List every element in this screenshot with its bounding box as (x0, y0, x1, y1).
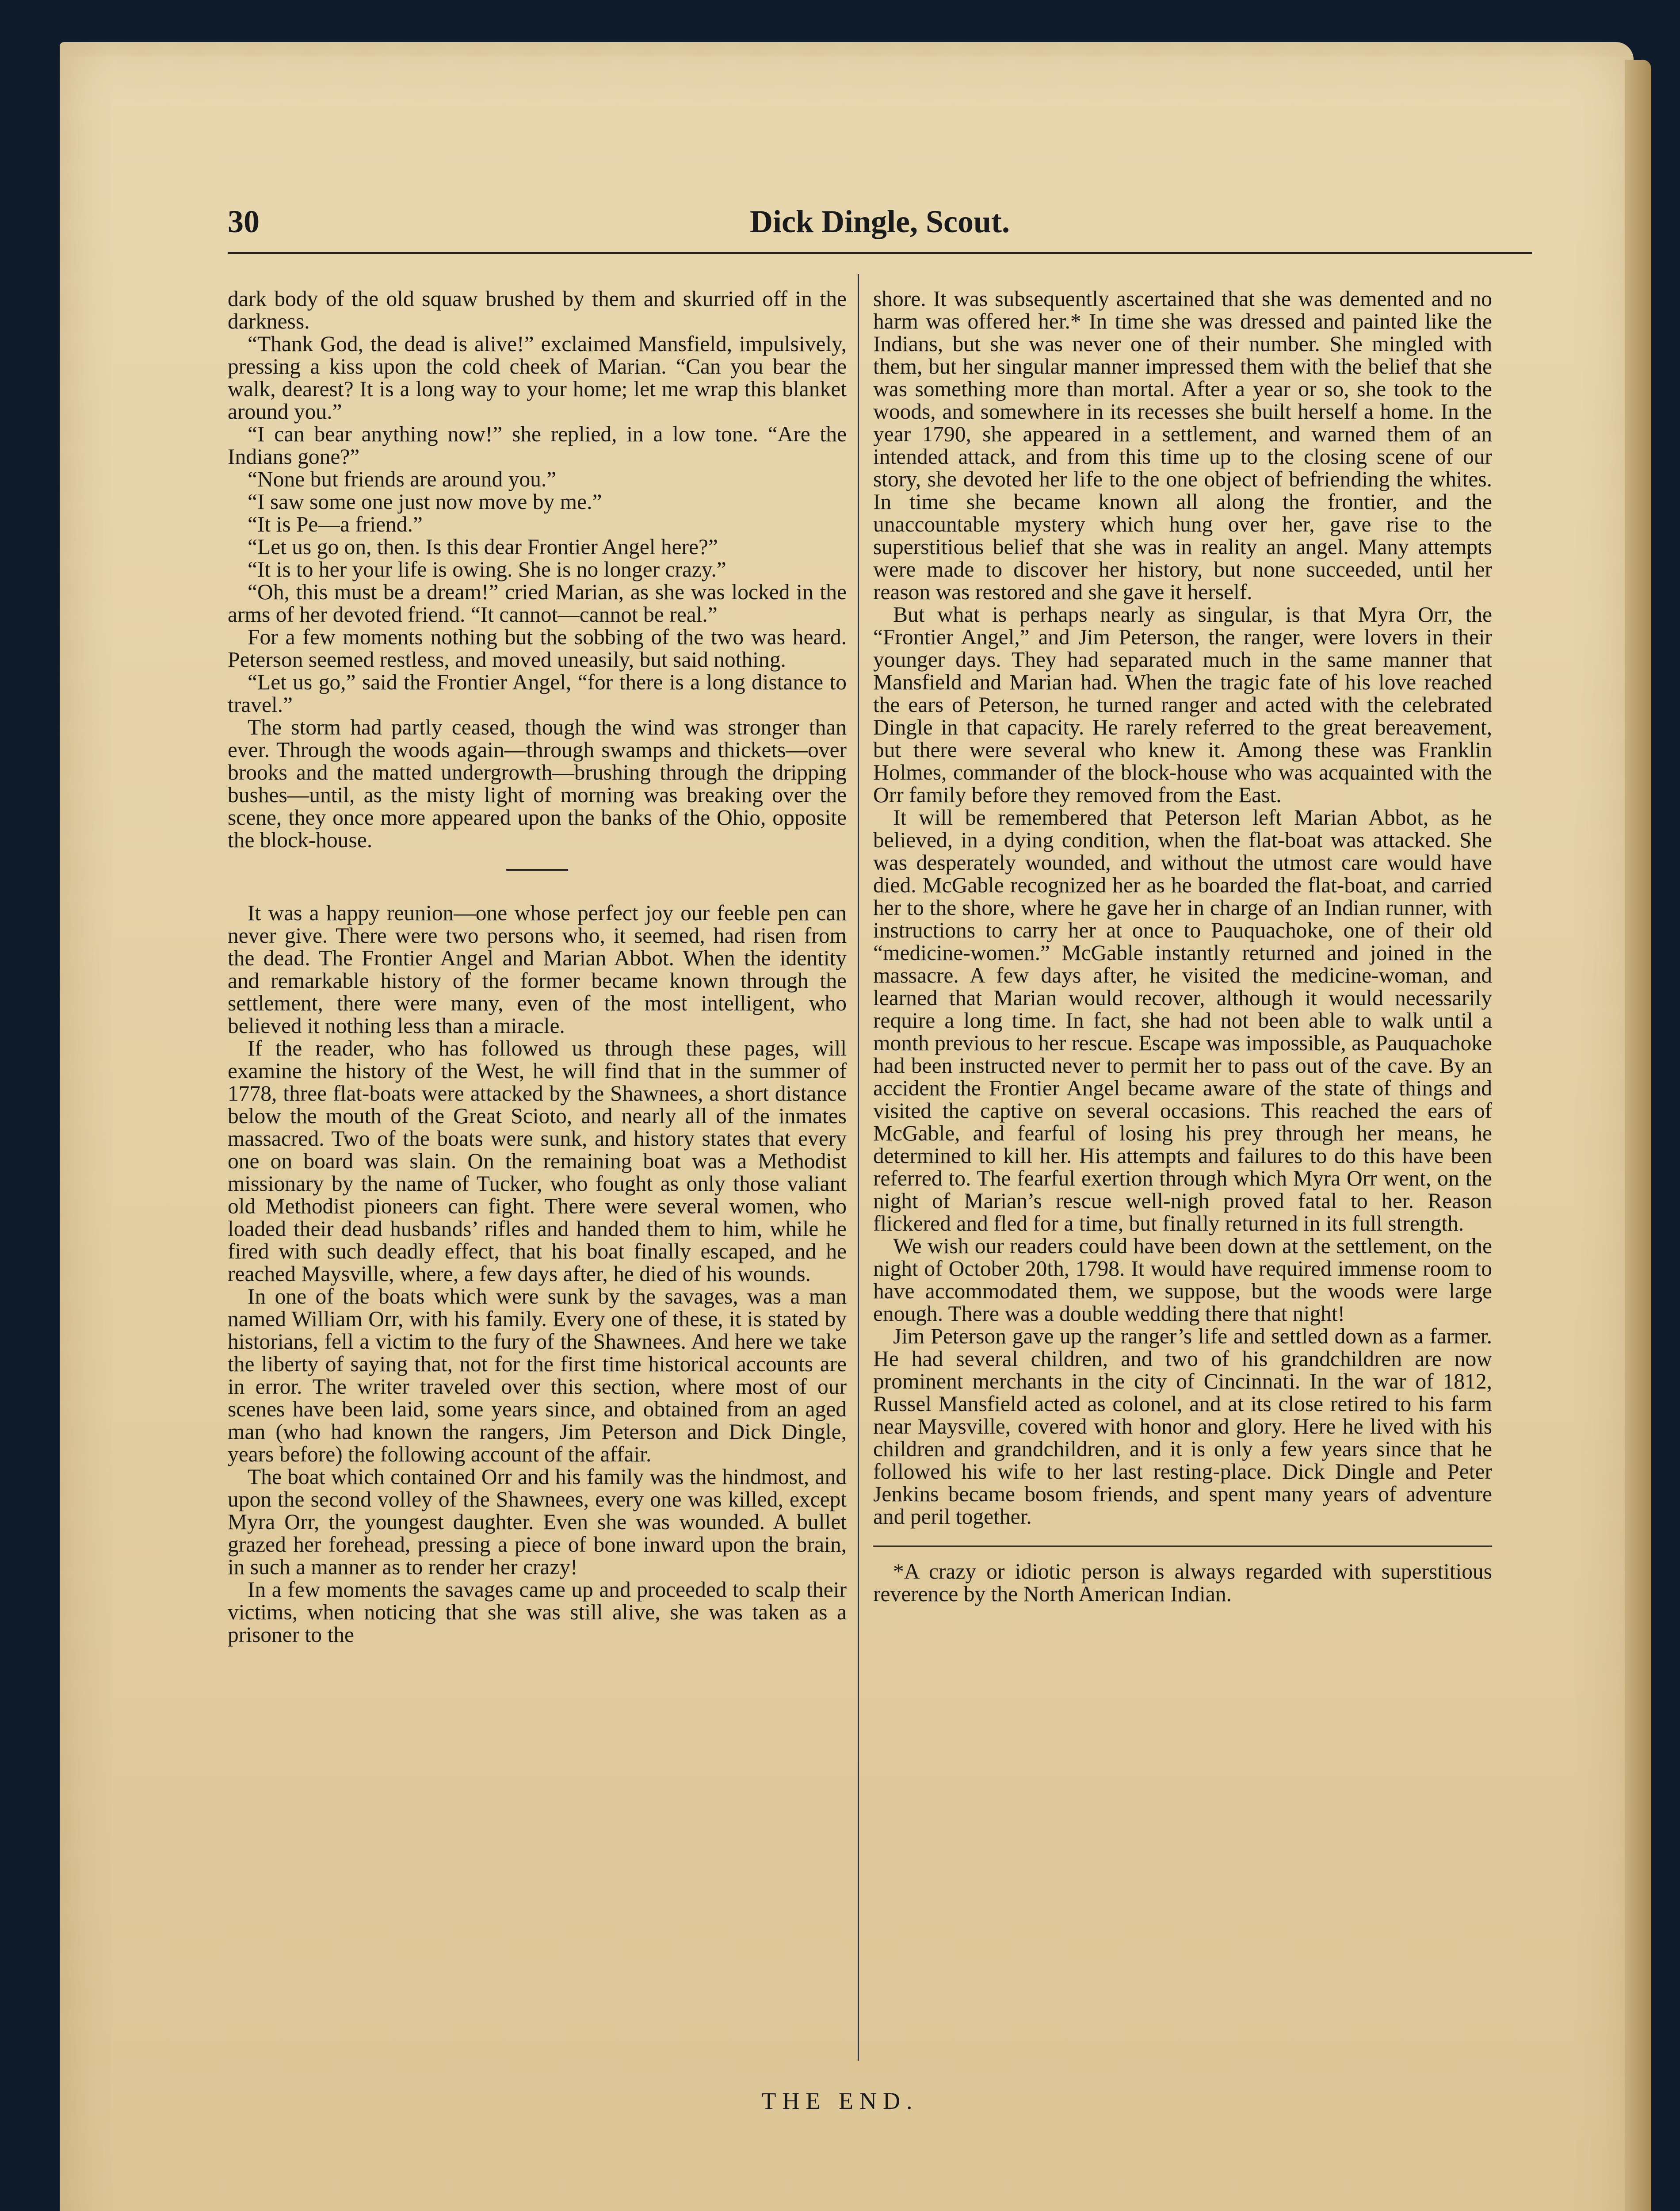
section-rule (506, 869, 568, 871)
paragraph: But what is perhaps nearly as singular, is that Myra Orr, the “Frontier Angel,” and Jim Peterson, the ranger, were lovers in their younger days. They had separated much in the same manner that Mansfield and Marian had. When the tragic fate of his love reached the ears of Peterson, he turned ranger and acted with the celebrated Dingle in that capacity. He rarely referred to the great bereavement, but there were several who knew it. Among these was Franklin Holmes, commander of the block-house who was acquainted with the Orr family before they removed from the East. (873, 602, 1492, 807)
paragraph: dark body of the old squaw brushed by them and skurried off in the darkness. (228, 287, 847, 333)
right-column (873, 287, 1492, 1605)
the-end: THE END. (761, 2088, 919, 2114)
paragraph: In a few moments the savages came up and proceeded to scalp their victims, when noticing that she was still alive, she was taken as a prisoner to the (228, 1577, 847, 1647)
page-header (228, 203, 1532, 254)
paragraph: “Let us go,” said the Frontier Angel, “for there is a long distance to travel.” (228, 670, 847, 717)
paragraph: “Let us go on, then. Is this dear Frontier Angel here?” (248, 535, 718, 559)
page-number: 30 (228, 204, 260, 239)
paragraph: “I saw some one just now move by me.” (248, 490, 602, 514)
paragraph: “None but friends are around you.” (248, 467, 557, 491)
paragraph: For a few moments nothing but the sobbing of the two was heard. Peterson seemed restless, and moved uneasily, but said nothing. (228, 625, 847, 672)
paragraph: In one of the boats which were sunk by the savages, was a man named William Orr, with his family. Every one of these, it is stated by historians, fell a victim to the fury of the Shawnees. And here we take the liberty of saying that, not for the first time historical accounts are in error. The writer traveled over this section, where most of our scenes have been laid, some years since, and obtained from an aged man (who had known the rangers, Jim Peterson and Dick Dingle, years before) the following account of the affair. (228, 1284, 847, 1466)
paragraph: If the reader, who has followed us through these pages, will examine the history of the West, he will find that in the summer of 1778, three flat-boats were attacked by the Shawnees, a short distance below the mouth of the Great Scioto, and nearly all of the inmates massacred. Two of the boats were sunk, and history states that every one on board was slain. On the remaining boat was a Methodist missionary by the name of Tucker, who fought as only those valiant old Methodist pioneers can fight. There were several women, who loaded their dead husbands’ rifles and handed them to him, while he fired with such deadly effect, that his boat finally escaped, and he reached Maysville, where, a few days after, he died of his wounds. (228, 1036, 847, 1286)
column-divider (858, 274, 859, 2061)
paragraph: Jim Peterson gave up the ranger’s life and settled down as a farmer. He had several children, and two of his grandchildren are now prominent merchants in the city of Cincinnati. In the war of 1812, Russel Mansfield acted as colonel, and at its close retired to his farm near Maysville, covered with honor and glory. Here he lived with his children and grandchildren, and it is only a few years since that he followed his wife to her last resting-place. Dick Dingle and Peter Jenkins became bosom friends, and spent many years of adventure and peril together. (873, 1324, 1492, 1529)
paragraph: The boat which contained Orr and his family was the hindmost, and upon the second volley of the Shawnees, every one was killed, except Myra Orr, the youngest daughter. Even she was wounded. A bullet grazed her forehead, pressing a piece of bone inward upon the brain, in such a manner as to render her crazy! (228, 1465, 847, 1579)
paragraph: “It is to her your life is owing. She is no longer crazy.” (248, 557, 726, 581)
paragraph: “It is Pe—a friend.” (248, 512, 423, 536)
paragraph: The storm had partly ceased, though the wind was stronger than ever. Through the woods again—through swamps and thickets—over brooks and the matted undergrowth—brushing through the dripping bushes—until, as the misty light of morning was breaking over the scene, they once more appeared upon the banks of the Ohio, opposite the block-house. (228, 715, 847, 852)
paragraph: “Oh, this must be a dream!” cried Marian, as she was locked in the arms of her devoted friend. “It cannot—cannot be real.” (228, 580, 847, 627)
left-column (228, 287, 847, 1646)
footnote-text: *A crazy or idiotic person is always regarded with superstitious reverence by the North American Indian. (873, 1559, 1492, 1606)
paragraph: shore. It was subsequently ascertained that she was demented and no harm was offered her.* In time she was dressed and painted like the Indians, but she was never one of their number. She mingled with them, but her singular manner impressed them with the belief that she was something more than mortal. After a year or so, she took to the woods, and somewhere in its recesses she built herself a home. In the year 1790, she appeared in a settlement, and warned them of an intended attack, and from this time up to the closing scene of our story, she devoted her life to the one object of befriending the whites. In time she became known all along the frontier, and the unaccountable mystery which hung over her, gave rise to the superstitious belief that she was in reality an angel. Many attempts were made to discover her history, but none succeeded, until her reason was restored and she gave it herself. (873, 287, 1492, 604)
paragraph: It was a happy reunion—one whose perfect joy our feeble pen can never give. There were two persons who, it seemed, had risen from the dead. The Frontier Angel and Marian Abbot. When the identity and remarkable history of the former became known through the settlement, there were many, even of the most intelligent, who believed it nothing less than a miracle. (228, 901, 847, 1038)
paragraph: “I can bear anything now!” she replied, in a low tone. “Are the Indians gone?” (228, 422, 847, 469)
running-title: Dick Dingle, Scout. (749, 204, 1010, 239)
footnote (873, 1545, 1492, 1605)
paragraph: We wish our readers could have been down at the settlement, on the night of October 20th, 1798. It would have required immense room to have accommodated them, we suppose, but the woods were large enough. There was a double wedding there that night! (873, 1234, 1492, 1326)
paragraph: “Thank God, the dead is alive!” exclaimed Mansfield, impulsively, pressing a kiss upon the cold cheek of Marian. “Can you bear the walk, dearest? It is a long way to your home; let me wrap this blanket around you.” (228, 332, 847, 424)
paragraph: It will be remembered that Peterson left Marian Abbot, as he believed, in a dying condition, when the flat-boat was attacked. She was desperately wounded, and without the utmost care would have died. McGable recognized her as he boarded the flat-boat, and carried her to the shore, where he gave her in charge of an Indian runner, with instructions to carry her at once to Pauquachoke, one of their old “medicine-women.” McGable instantly returned and joined in the massacre. A few days after, he visited the medicine-woman, and learned that Marian would recover, although it would necessarily require a long time. In fact, she had not been able to walk until a month previous to her rescue. Escape was impossible, as Pauquachoke had been instructed never to permit her to pass out of the cave. By an accident the Frontier Angel became aware of the state of things and visited the captive on several occasions. This reached the ears of McGable, and fearful of losing his prey through her means, he determined to kill her. His attempts and failures to do this have been referred to. The fearful exertion through which Myra Orr went, on the night of Marian’s rescue well-nigh proved fatal to her. Reason flickered and fled for a time, but finally returned in its full strength. (873, 805, 1492, 1236)
